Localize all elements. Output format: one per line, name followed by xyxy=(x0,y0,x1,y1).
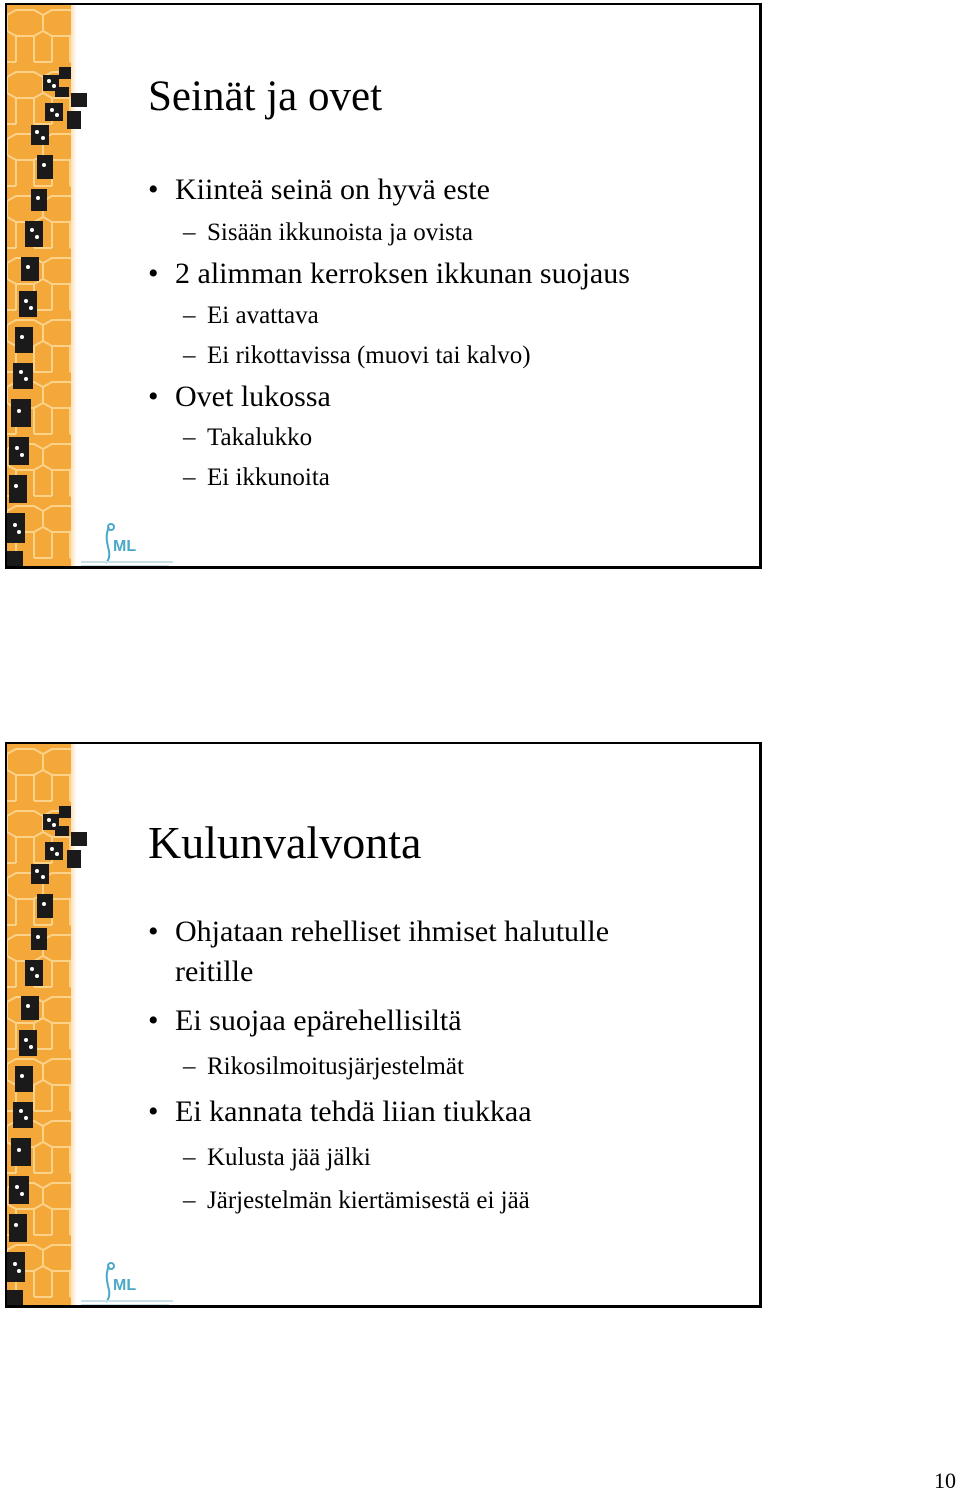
svg-text:ML: ML xyxy=(113,538,137,555)
bullet-marker: • xyxy=(148,1095,159,1128)
slide-title: Kulunvalvonta xyxy=(148,817,422,868)
page-number: 10 xyxy=(934,1468,956,1493)
slide-title: Seinät ja ovet xyxy=(148,73,383,120)
dash-marker: – xyxy=(183,219,196,246)
dice-tower-graphic xyxy=(7,5,97,569)
dash-marker: – xyxy=(183,342,196,369)
dash-marker: – xyxy=(183,1187,196,1214)
bullet-marker: • xyxy=(148,380,159,413)
svg-text:ML: ML xyxy=(113,1277,137,1294)
dash-marker: – xyxy=(183,424,196,451)
fml-logo xyxy=(77,1260,181,1308)
slide-kulunvalvonta: ML Kulunvalvonta • Ohjataan rehelliset ihmiset halutulle reitille • Ei suojaa epärehellisiltä – Rikosilmoitusjärjestelmät • Ei kannata tehdä liian tiukkaa – Kulusta jää jälki – Järjestelmän kiertämisestä ei jää xyxy=(5,742,762,1308)
dash-marker: – xyxy=(183,302,196,329)
dash-marker: – xyxy=(183,464,196,491)
dash-marker: – xyxy=(183,1053,196,1080)
fml-logo xyxy=(77,521,181,569)
slide-seinat-ja-ovet: ML Seinät ja ovet • Kiinteä seinä on hyvä este – Sisään ikkunoista ja ovista • 2 alimman kerroksen ikkunan suojaus – Ei avattava – Ei rikottavissa (muovi tai kalvo) • Ovet lukossa – Takalukko – Ei ikkunoita xyxy=(5,3,762,569)
bullet-marker: • xyxy=(148,915,159,948)
dash-marker: – xyxy=(183,1144,196,1171)
bullet-marker: • xyxy=(148,1004,159,1037)
dice-tower-graphic xyxy=(7,744,97,1308)
bullet-marker: • xyxy=(148,257,159,290)
bullet-marker: • xyxy=(148,173,159,206)
